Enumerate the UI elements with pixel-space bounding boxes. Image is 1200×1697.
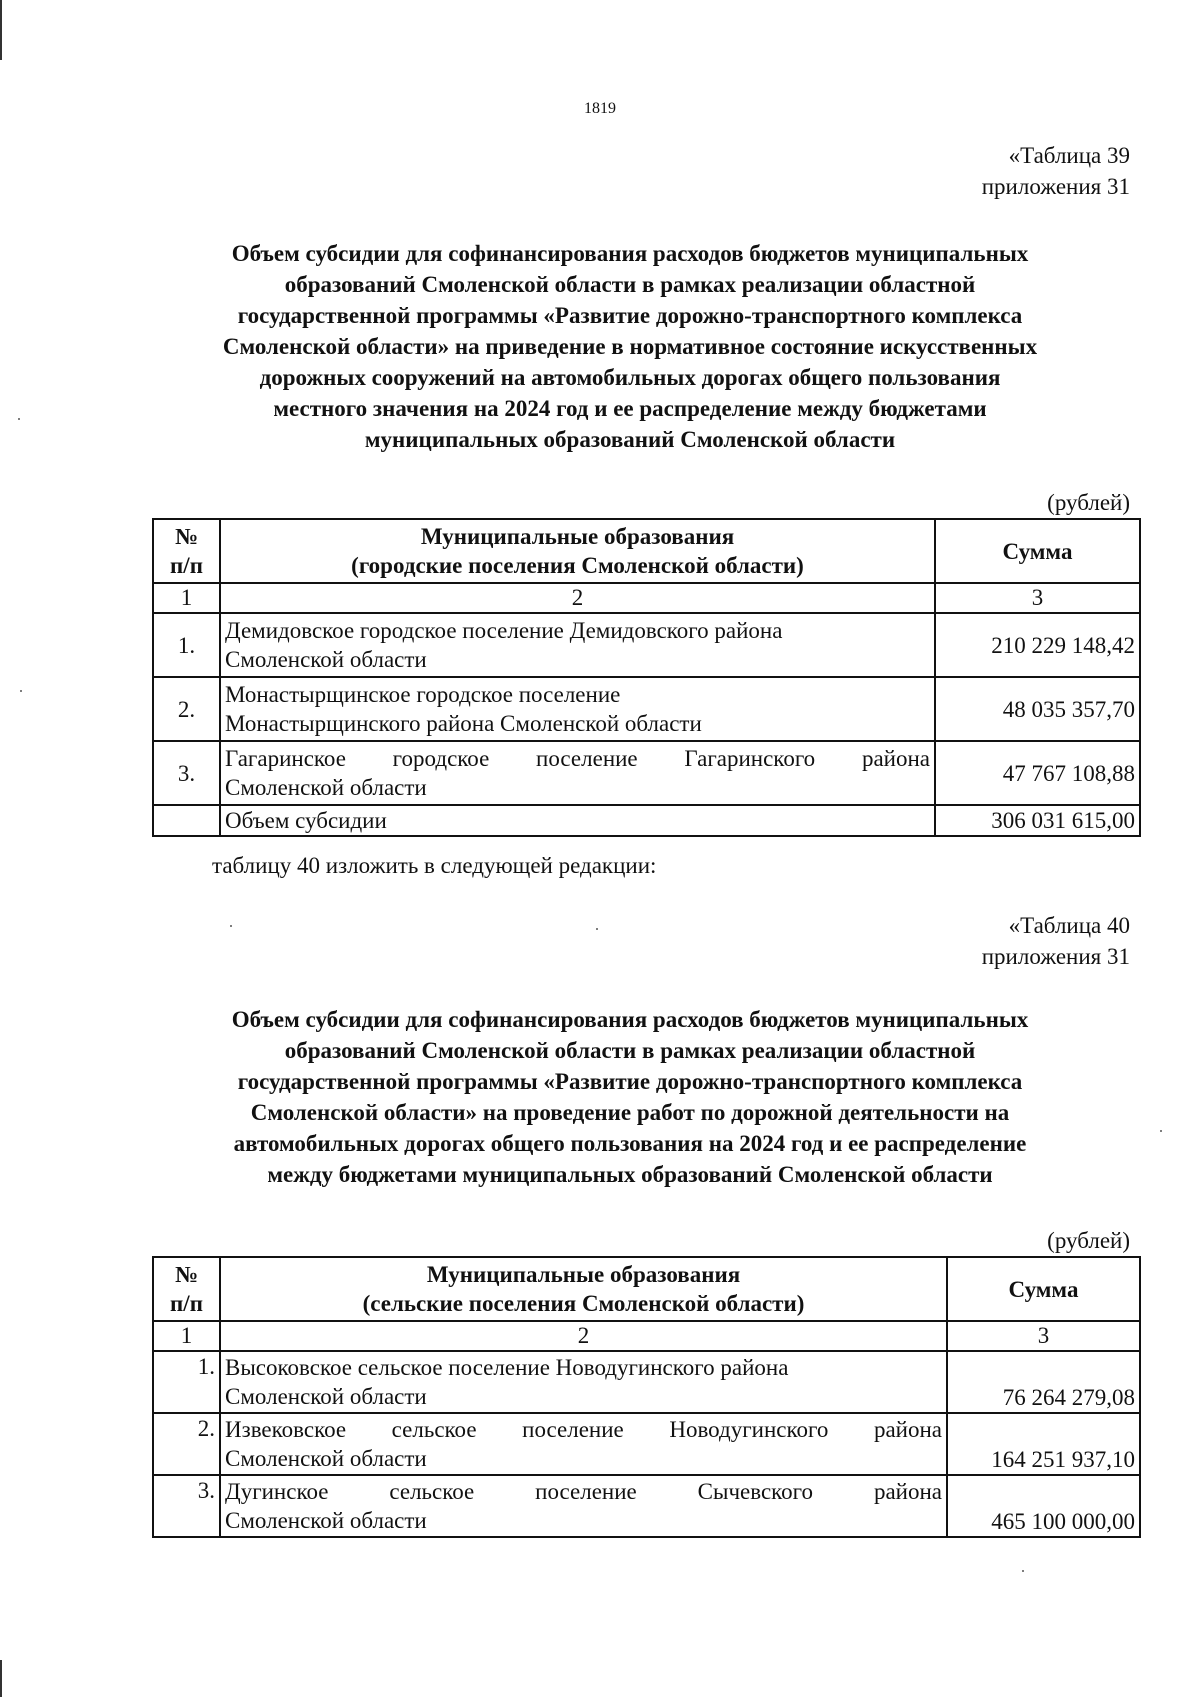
intro-text: таблицу 40 изложить в следующей редакции: bbox=[212, 853, 657, 878]
row-name-line: Монастырщинское городское поселение bbox=[225, 682, 621, 707]
table-header-row bbox=[153, 1257, 1140, 1321]
table39-caption-line: «Таблица 39 bbox=[1008, 143, 1130, 168]
title-line: местного значения на 2024 год и ее распределение между бюджетами bbox=[273, 396, 987, 421]
column-index-row bbox=[153, 583, 1140, 613]
header-name-line: (городские поселения Смоленской области) bbox=[351, 553, 804, 578]
scan-speck bbox=[1160, 1130, 1162, 1132]
row-name-line: Смоленской области bbox=[225, 1508, 427, 1533]
total-label: Объем субсидии bbox=[220, 805, 935, 836]
title-line: муниципальных образований Смоленской области bbox=[364, 427, 896, 452]
header-sum: Сумма bbox=[947, 1257, 1140, 1321]
row-sum: 210 229 148,42 bbox=[935, 613, 1140, 677]
row-name bbox=[220, 1413, 947, 1475]
header-name bbox=[220, 1257, 947, 1321]
header-sum: Сумма bbox=[935, 519, 1140, 583]
row-name-line: Извековское сельское поселение Новодугинского района bbox=[225, 1417, 942, 1442]
title-line: автомобильных дорогах общего пользования на 2024 год и ее распределение bbox=[233, 1131, 1027, 1156]
table-row bbox=[153, 613, 1140, 677]
row-name-line: Монастырщинского района Смоленской области bbox=[225, 711, 702, 736]
row-sum: 47 767 108,88 bbox=[935, 741, 1140, 805]
title-line: образований Смоленской области в рамках реализации областной bbox=[284, 1038, 976, 1063]
row-name-line: Смоленской области bbox=[225, 1446, 427, 1471]
table39-title bbox=[140, 238, 1120, 455]
row-name-line: Высоковское сельское поселение Новодугинского района bbox=[225, 1355, 789, 1380]
title-line: между бюджетами муниципальных образований Смоленской области bbox=[267, 1162, 993, 1187]
table40 bbox=[152, 1256, 1141, 1538]
row-num: 1. bbox=[153, 613, 220, 677]
row-num: 1. bbox=[153, 1351, 220, 1413]
index-cell: 3 bbox=[947, 1321, 1140, 1351]
total-sum: 306 031 615,00 bbox=[935, 805, 1140, 836]
header-num bbox=[153, 1257, 220, 1321]
total-num bbox=[153, 805, 220, 836]
index-cell: 3 bbox=[935, 583, 1140, 613]
row-name bbox=[220, 1351, 947, 1413]
scan-speck bbox=[596, 928, 598, 930]
row-sum: 465 100 000,00 bbox=[947, 1475, 1140, 1537]
row-sum: 48 035 357,70 bbox=[935, 677, 1140, 741]
row-name bbox=[220, 613, 935, 677]
title-line: Смоленской области» на проведение работ по дорожной деятельности на bbox=[250, 1100, 1010, 1125]
row-name bbox=[220, 1475, 947, 1537]
table40-title bbox=[140, 1004, 1120, 1190]
title-line: Объем субсидии для софинансирования расходов бюджетов муниципальных bbox=[231, 1007, 1029, 1032]
scan-speck bbox=[20, 690, 22, 692]
header-num-line: п/п bbox=[170, 553, 203, 578]
row-num: 3. bbox=[153, 741, 220, 805]
scan-edge-mark bbox=[0, 1660, 2, 1697]
header-num-line: № bbox=[174, 1262, 199, 1287]
row-name-line: Гагаринское городское поселение Гагаринского района bbox=[225, 746, 930, 771]
table39-caption-line: приложения 31 bbox=[981, 174, 1130, 199]
scan-edge-mark bbox=[0, 0, 2, 60]
row-name-line: Смоленской области bbox=[225, 1384, 427, 1409]
column-index-row bbox=[153, 1321, 1140, 1351]
title-line: дорожных сооружений на автомобильных дорогах общего пользования bbox=[259, 365, 1001, 390]
table39-unit: (рублей) bbox=[1047, 490, 1130, 515]
table-row bbox=[153, 1475, 1140, 1537]
index-cell: 1 bbox=[153, 1321, 220, 1351]
total-row bbox=[153, 805, 1140, 836]
header-num-line: № bbox=[174, 524, 199, 549]
row-name-line: Дугинское сельское поселение Сычевского района bbox=[225, 1479, 942, 1504]
title-line: Объем субсидии для софинансирования расходов бюджетов муниципальных bbox=[231, 241, 1029, 266]
scan-speck bbox=[230, 925, 232, 927]
scan-speck bbox=[18, 418, 20, 420]
table-row bbox=[153, 741, 1140, 805]
title-line: образований Смоленской области в рамках реализации областной bbox=[284, 272, 976, 297]
page-number: 1819 bbox=[584, 100, 616, 117]
header-num bbox=[153, 519, 220, 583]
row-num: 2. bbox=[153, 677, 220, 741]
table40-caption bbox=[982, 910, 1130, 972]
title-line: Смоленской области» на приведение в нормативное состояние искусственных bbox=[222, 334, 1038, 359]
row-num: 3. bbox=[153, 1475, 220, 1537]
table40-caption-line: «Таблица 40 bbox=[1008, 913, 1130, 938]
row-name-line: Смоленской области bbox=[225, 647, 427, 672]
header-name bbox=[220, 519, 935, 583]
row-name bbox=[220, 677, 935, 741]
title-line: государственной программы «Развитие дорожно-транспортного комплекса bbox=[237, 303, 1023, 328]
table39 bbox=[152, 518, 1141, 837]
scan-speck bbox=[1022, 1570, 1024, 1572]
table-header-row bbox=[153, 519, 1140, 583]
title-line: государственной программы «Развитие дорожно-транспортного комплекса bbox=[237, 1069, 1023, 1094]
row-sum: 76 264 279,08 bbox=[947, 1351, 1140, 1413]
index-cell: 2 bbox=[220, 583, 935, 613]
row-name bbox=[220, 741, 935, 805]
table-row bbox=[153, 1413, 1140, 1475]
header-num-line: п/п bbox=[170, 1291, 203, 1316]
row-name-line: Демидовское городское поселение Демидовского района bbox=[225, 618, 783, 643]
table40-caption-line: приложения 31 bbox=[981, 944, 1130, 969]
header-name-line: Муниципальные образования bbox=[420, 524, 735, 549]
table40-unit: (рублей) bbox=[1047, 1228, 1130, 1253]
row-sum: 164 251 937,10 bbox=[947, 1413, 1140, 1475]
table-row bbox=[153, 1351, 1140, 1413]
index-cell: 2 bbox=[220, 1321, 947, 1351]
row-num: 2. bbox=[153, 1413, 220, 1475]
header-name-line: Муниципальные образования bbox=[426, 1262, 741, 1287]
index-cell: 1 bbox=[153, 583, 220, 613]
table-row bbox=[153, 677, 1140, 741]
table39-caption bbox=[982, 140, 1130, 202]
row-name-line: Смоленской области bbox=[225, 775, 427, 800]
header-name-line: (сельские поселения Смоленской области) bbox=[362, 1291, 805, 1316]
